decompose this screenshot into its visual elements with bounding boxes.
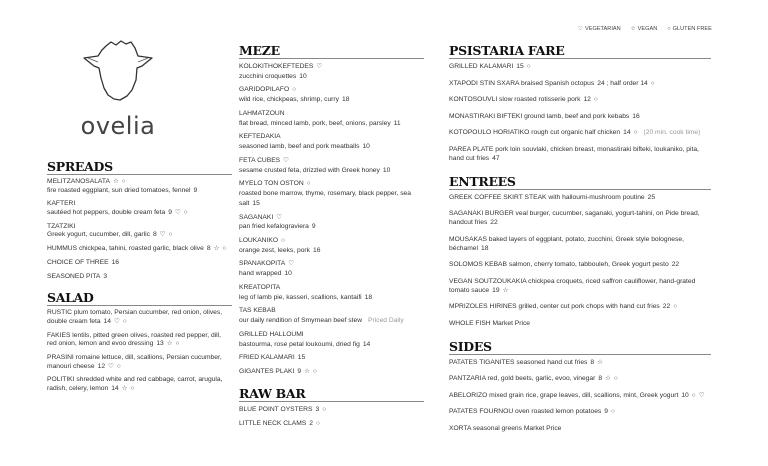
menu-item xyxy=(239,306,424,325)
gluten-free-icon: ○ xyxy=(633,129,638,136)
item-description xyxy=(473,425,561,432)
item-price: 15 xyxy=(516,63,524,70)
menu-section xyxy=(239,44,424,377)
item-price: 3 xyxy=(315,405,320,413)
column-left xyxy=(47,160,232,402)
item-price: 22 xyxy=(662,303,671,310)
item-price: 14 xyxy=(623,129,631,136)
legend-item xyxy=(631,26,658,32)
item-price: 10 xyxy=(284,270,292,278)
menu-section xyxy=(449,175,711,328)
item-description xyxy=(239,142,424,152)
menu-item xyxy=(239,405,424,415)
menu-item xyxy=(239,179,424,208)
vegan-icon: ☆ xyxy=(502,286,509,294)
item-price: 25 xyxy=(647,193,656,201)
column-right xyxy=(449,44,711,441)
item-price: 15 xyxy=(297,354,306,362)
item-description-text: plum tomato, Persian cucumber, red onion, olives, double cream feta xyxy=(47,309,223,325)
item-note: (20 min. cook time) xyxy=(643,129,701,136)
item-name: TZATZIKI xyxy=(47,222,76,230)
menu-item xyxy=(449,374,711,383)
item-description xyxy=(239,340,424,350)
item-price: 12 xyxy=(97,362,106,370)
item-description xyxy=(524,113,640,120)
menu-item xyxy=(239,236,424,255)
section-heading: RAW BAR xyxy=(239,387,424,402)
item-price: 14 xyxy=(111,385,119,392)
menu-item xyxy=(239,62,424,81)
item-price: 10 xyxy=(382,166,391,174)
vegan-icon: ☆ xyxy=(597,358,603,366)
item-price: 24 ; half order 14 xyxy=(597,79,648,87)
item-description-text: pork loin souvlaki, chicken breast, monastiraki bifteki, loukaniko, pita, hand cut fries xyxy=(449,145,699,162)
menu-item xyxy=(239,367,424,377)
item-description xyxy=(47,187,232,196)
vegetarian-icon: ♡ xyxy=(174,208,181,216)
item-description xyxy=(239,119,424,129)
menu-item xyxy=(47,332,232,349)
vegetarian-icon: ♡ xyxy=(698,391,705,399)
item-description xyxy=(239,246,424,256)
vegetarian-icon: ♡ xyxy=(288,260,295,268)
item-description-text: bastourma, rose petal loukoumi, dried fig xyxy=(239,340,360,348)
item-name: HUMMUS xyxy=(47,245,78,253)
gluten-free-icon: ○ xyxy=(292,86,297,94)
menu-item xyxy=(449,407,711,416)
item-description xyxy=(47,209,232,218)
item-description-text: slow roasted rotisserie pork xyxy=(499,96,581,103)
item-description-text: fire roasted eggplant, sun dried tomatoes, fennel xyxy=(47,186,191,194)
gluten-free-icon: ○ xyxy=(175,340,180,348)
item-name: KEFTEDAKIA xyxy=(239,133,281,141)
menu-item xyxy=(449,145,711,163)
gluten-free-icon: ○ xyxy=(611,408,615,415)
vegan-icon: ☆ xyxy=(605,375,611,382)
menu-item xyxy=(449,391,711,400)
item-name: PAREA PLATE xyxy=(449,145,494,153)
gluten-free-icon: ○ xyxy=(691,391,696,399)
item-description-text: leg of lamb pie, kasseri, scallions, kantaifi xyxy=(239,293,362,301)
item-name: KAFTERI xyxy=(47,200,76,208)
item-name: GIGANTES PLAKI xyxy=(239,368,295,376)
item-description-text: romaine lettuce, dill, scallions, Persian cucumber, manouri cheese xyxy=(47,354,222,370)
item-price: 47 xyxy=(492,154,500,162)
item-description xyxy=(499,96,598,103)
menu-item xyxy=(449,358,711,367)
section-heading: PSISTARIA FARE xyxy=(449,44,711,59)
vegan-icon: ☆ xyxy=(213,245,220,253)
menu-item xyxy=(239,330,424,349)
item-name: ABELORIZO xyxy=(449,391,488,399)
item-description-text: mixed grain rice, grape leaves, dill, scallions, mint, Greek yogurt xyxy=(489,391,679,399)
menu-item xyxy=(449,235,711,253)
menu-item xyxy=(239,132,424,151)
item-description-text: seasonal greens Market Price xyxy=(472,424,562,432)
item-description xyxy=(47,354,222,370)
item-name: XTAPODI STIN SXARA xyxy=(449,79,520,87)
item-price: 2 xyxy=(309,419,313,427)
item-price: 10 xyxy=(299,72,307,80)
item-description xyxy=(239,95,424,105)
gluten-free-icon: ○ xyxy=(122,317,127,325)
legend-label: GLUTEN FREE xyxy=(672,26,712,32)
gluten-free-icon: ○ xyxy=(312,368,317,376)
item-description xyxy=(509,261,679,268)
menu-item xyxy=(47,273,232,282)
item-name: SEASONED PITA xyxy=(47,272,101,280)
item-name: FAKIES xyxy=(47,331,71,339)
item-price: 15 xyxy=(252,199,260,207)
vegan-icon: ☆ xyxy=(630,26,636,32)
item-description-text: wild rice, chickpeas, shrimp, curry xyxy=(239,96,339,104)
item-description-text: hand wrapped xyxy=(239,270,282,278)
item-price: 18 xyxy=(481,244,489,252)
vegetarian-icon: ♡ xyxy=(159,231,166,239)
item-name: KREATOPITA xyxy=(239,283,281,291)
item-price: 8 xyxy=(152,231,157,239)
item-description-text: zucchini croquettes xyxy=(239,72,297,80)
column-middle xyxy=(239,44,424,436)
dietary-legend xyxy=(578,26,712,32)
menu-section xyxy=(449,340,711,433)
sheep-head-icon xyxy=(78,38,158,108)
gluten-free-icon: ○ xyxy=(183,208,188,216)
item-name: PATATES FOURNOU xyxy=(449,408,514,415)
menu-section xyxy=(47,291,232,393)
gluten-free-icon: ○ xyxy=(593,96,598,103)
legend-label: VEGAN xyxy=(637,26,658,32)
item-description xyxy=(79,245,226,252)
menu-item xyxy=(239,109,424,128)
gluten-free-icon: ○ xyxy=(650,79,655,87)
menu-item xyxy=(449,424,711,433)
item-description xyxy=(515,408,615,415)
item-name: RUSTIC xyxy=(47,309,72,317)
item-price: 8 xyxy=(598,375,603,382)
item-description-text: oven roasted lemon potatoes xyxy=(515,408,602,415)
vegetarian-icon: ♡ xyxy=(283,156,289,164)
item-description xyxy=(239,269,424,279)
vegetarian-icon: ♡ xyxy=(578,26,584,32)
item-name: GRILLED KALAMARI xyxy=(449,63,514,70)
item-name: LOUKANIKO xyxy=(239,236,279,244)
item-description-text: seasoned hand cut fries xyxy=(516,358,588,366)
item-name: GRILLED HALLOUMI xyxy=(239,330,304,338)
item-name: SAGANAKI BURGER xyxy=(449,210,514,217)
gluten-free-icon: ○ xyxy=(121,178,126,185)
item-description xyxy=(488,375,618,382)
menu-item xyxy=(449,260,711,269)
item-name: SPANAKOPITA xyxy=(239,260,286,268)
item-name: MELITZANOSALATA xyxy=(47,178,110,185)
item-price: 11 xyxy=(393,119,401,127)
item-description-text: Greek yogurt, cucumber, dill, garlic xyxy=(47,231,150,239)
menu-item xyxy=(47,354,232,371)
menu-item xyxy=(449,193,711,202)
item-description-text: braised Spanish octopus xyxy=(520,79,595,87)
item-price: 9 xyxy=(604,408,609,415)
item-description-text: ground lamb, beef and pork kebabs xyxy=(524,112,630,120)
menu-item xyxy=(239,419,424,429)
menu-item xyxy=(449,95,711,104)
menu-item xyxy=(239,283,424,302)
section-heading: SALAD xyxy=(47,291,232,306)
item-price: 16 xyxy=(313,246,321,254)
item-description-text: Market Price xyxy=(492,319,531,327)
menu-item xyxy=(47,200,232,217)
gluten-free-icon: ○ xyxy=(281,236,285,244)
item-description xyxy=(516,359,603,366)
item-description xyxy=(489,392,704,399)
item-description-text: seasoned lamb, beef and pork meatballs xyxy=(239,143,360,151)
item-price: 9 xyxy=(168,208,172,216)
item-description xyxy=(239,316,424,326)
item-name: TAS KEBAB xyxy=(239,307,276,315)
menu-section xyxy=(239,387,424,428)
menu-item xyxy=(449,209,711,227)
item-description-text: chickpea, tahini, roasted garlic, black olive xyxy=(78,245,204,253)
menu-item xyxy=(449,302,711,311)
vegetarian-icon: ♡ xyxy=(276,213,283,221)
item-name: XORTA xyxy=(449,424,472,432)
item-description xyxy=(239,222,424,232)
menu-item xyxy=(449,277,711,295)
item-description-text: roasted bone marrow, thyme, rosemary, black pepper, sea salt xyxy=(239,190,411,207)
item-price: 22 xyxy=(671,261,680,268)
item-price: 8 xyxy=(206,245,211,253)
menu-section xyxy=(449,44,711,163)
gluten-free-icon: ○ xyxy=(526,63,531,70)
section-heading: ENTREES xyxy=(449,175,711,190)
item-price: 19 xyxy=(492,286,500,294)
menu-item xyxy=(449,62,711,71)
brand-name: ovelia xyxy=(80,112,156,140)
item-description-text: baked layers of eggplant, potato, zucchini, Greek style bolognese, béchamel xyxy=(449,235,684,252)
item-price: 18 xyxy=(364,293,373,301)
item-name: MONASTIRAKI BIFTEKI xyxy=(449,112,523,120)
menu-item xyxy=(449,79,711,88)
menu-item xyxy=(239,156,424,175)
item-name: FRIED KALAMARI xyxy=(239,354,295,362)
item-description xyxy=(47,332,221,348)
item-name: MPRIZOLES HIRINES xyxy=(449,303,517,310)
vegetarian-icon: ♡ xyxy=(108,362,114,370)
item-price: 8 xyxy=(590,358,595,366)
menu-item xyxy=(239,85,424,104)
menu-item xyxy=(239,259,424,278)
item-description xyxy=(47,231,232,240)
item-description-text: veal burger, cucumber, saganaki, yogurt-tahini, on Pide bread, handcut fries xyxy=(449,210,700,226)
item-price: 16 xyxy=(632,112,640,120)
item-price: 12 xyxy=(583,96,591,103)
item-description-text: sesame crusted feta, drizzled with Greek honey xyxy=(239,166,380,174)
gluten-free-icon: ○ xyxy=(316,419,320,427)
logo xyxy=(78,38,158,140)
vegetarian-icon: ♡ xyxy=(114,317,120,325)
item-name: KONTOSOUVLI xyxy=(449,96,498,103)
item-name: SOLOMOS KEBAB xyxy=(449,261,507,268)
item-description-text: sautéed hot peppers, double cream feta xyxy=(47,208,166,216)
menu-item xyxy=(449,112,711,121)
section-heading: SIDES xyxy=(449,340,711,355)
item-name: SAGANAKI xyxy=(239,213,274,221)
item-price: 14 xyxy=(103,317,111,325)
menu-item xyxy=(449,128,711,137)
item-description xyxy=(492,320,530,327)
item-name: PANTZARIA xyxy=(449,375,486,382)
item-description-text: lentils, pitted green olives, roasted red pepper, dill, red onion, lemon and evoo dressing xyxy=(47,331,221,348)
gluten-free-icon: ○ xyxy=(667,26,671,32)
item-note: Priced Daily xyxy=(368,317,404,325)
item-description-text: rough cut organic half chicken xyxy=(531,129,621,136)
item-description-text: salmon, cherry tomato, tabbouleh, Greek yogurt pesto xyxy=(508,261,669,268)
vegetarian-icon: ♡ xyxy=(316,63,323,70)
item-name: GARIDOPILAFO xyxy=(239,86,290,94)
item-price: 16 xyxy=(111,258,120,266)
menu-item xyxy=(239,213,424,232)
item-description xyxy=(47,309,222,325)
item-description-text: with halloumi-mushroom poutine xyxy=(548,193,645,201)
item-price: 9 xyxy=(193,186,198,194)
item-description xyxy=(519,303,678,310)
section-heading: MEZE xyxy=(239,44,424,59)
item-name: GREEK COFFEE SKIRT STEAK xyxy=(449,193,547,201)
item-description xyxy=(239,189,424,208)
menu-item xyxy=(47,376,232,393)
vegan-icon: ☆ xyxy=(112,178,119,185)
item-price: 10 xyxy=(681,391,689,399)
item-price: 3 xyxy=(103,272,108,280)
menu-item xyxy=(449,319,711,328)
item-name: CHOICE OF THREE xyxy=(47,258,109,266)
item-price: 14 xyxy=(362,340,371,348)
item-description xyxy=(521,80,655,87)
item-name: KOTOPOULO HORIATIKO xyxy=(449,129,530,136)
item-price: 22 xyxy=(490,219,498,226)
item-name: FETA CUBES xyxy=(239,156,281,164)
item-description xyxy=(239,293,424,303)
gluten-free-icon: ○ xyxy=(306,180,311,188)
item-description xyxy=(239,166,424,176)
item-description xyxy=(531,129,700,136)
vegan-icon: ☆ xyxy=(166,340,173,348)
menu-item xyxy=(239,353,424,363)
menu-section xyxy=(47,160,232,281)
gluten-free-icon: ○ xyxy=(130,385,135,392)
gluten-free-icon: ○ xyxy=(222,245,227,253)
gluten-free-icon: ○ xyxy=(322,405,327,413)
section-heading: SPREADS xyxy=(47,160,232,175)
item-description xyxy=(239,72,424,82)
item-price: 13 xyxy=(156,340,164,348)
gluten-free-icon: ○ xyxy=(673,303,678,310)
item-price: 9 xyxy=(311,223,316,231)
gluten-free-icon: ○ xyxy=(116,362,121,370)
item-price: 9 xyxy=(297,368,302,376)
item-description-text: grilled, center cut pork chops with hand cut fries xyxy=(518,303,660,310)
item-name: BLUE POINT OYSTERS xyxy=(239,405,313,413)
legend-item xyxy=(667,26,712,32)
item-name: MYELO TON OSTON xyxy=(239,180,304,188)
menu-item xyxy=(47,245,232,254)
menu-item xyxy=(47,309,232,326)
menu-item xyxy=(47,178,232,195)
item-description-text: chickpea croquets, riced saffron cauliflower, hand-grated tomato sauce xyxy=(449,277,696,294)
gluten-free-icon: ○ xyxy=(168,231,173,239)
item-name: LAHMATZOUN xyxy=(239,109,285,117)
item-description-text: flat bread, minced lamb, pork, beef, onions, parsley xyxy=(239,119,391,127)
item-description-text: orange zest, leeks, pork xyxy=(239,246,310,254)
menu-item xyxy=(47,223,232,240)
item-name: KOLOKITHOKEFTEDES xyxy=(239,63,314,70)
item-name: PATATES TIGANITES xyxy=(449,358,515,366)
item-description-text: red, gold beets, garlic, evoo, vinegar xyxy=(487,375,596,382)
item-description-text: shredded white and red cabbage, carrot, arugula, radish, celery, lemon xyxy=(47,376,223,392)
item-price: 10 xyxy=(362,143,370,151)
item-price: 18 xyxy=(341,96,350,104)
item-description-text: our daily rendition of Smyrnean beef stew xyxy=(239,317,363,325)
item-description-text: pan fried kefalograviera xyxy=(239,223,309,231)
gluten-free-icon: ○ xyxy=(613,375,618,382)
item-name: LITTLE NECK CLAMS xyxy=(239,419,307,427)
vegan-icon: ☆ xyxy=(121,385,128,392)
item-name: PRASINI xyxy=(47,354,74,362)
item-name: VEGAN SOUTZOUKAKIA xyxy=(449,277,527,285)
vegan-icon: ☆ xyxy=(304,368,310,376)
item-name: MOUSAKAS xyxy=(449,235,487,243)
menu-item xyxy=(47,259,232,268)
legend-label: VEGETARIAN xyxy=(585,26,621,32)
item-name: POLITIKI xyxy=(47,376,75,384)
legend-item xyxy=(578,26,621,32)
item-description xyxy=(548,194,655,201)
item-name: WHOLE FISH xyxy=(449,319,491,327)
